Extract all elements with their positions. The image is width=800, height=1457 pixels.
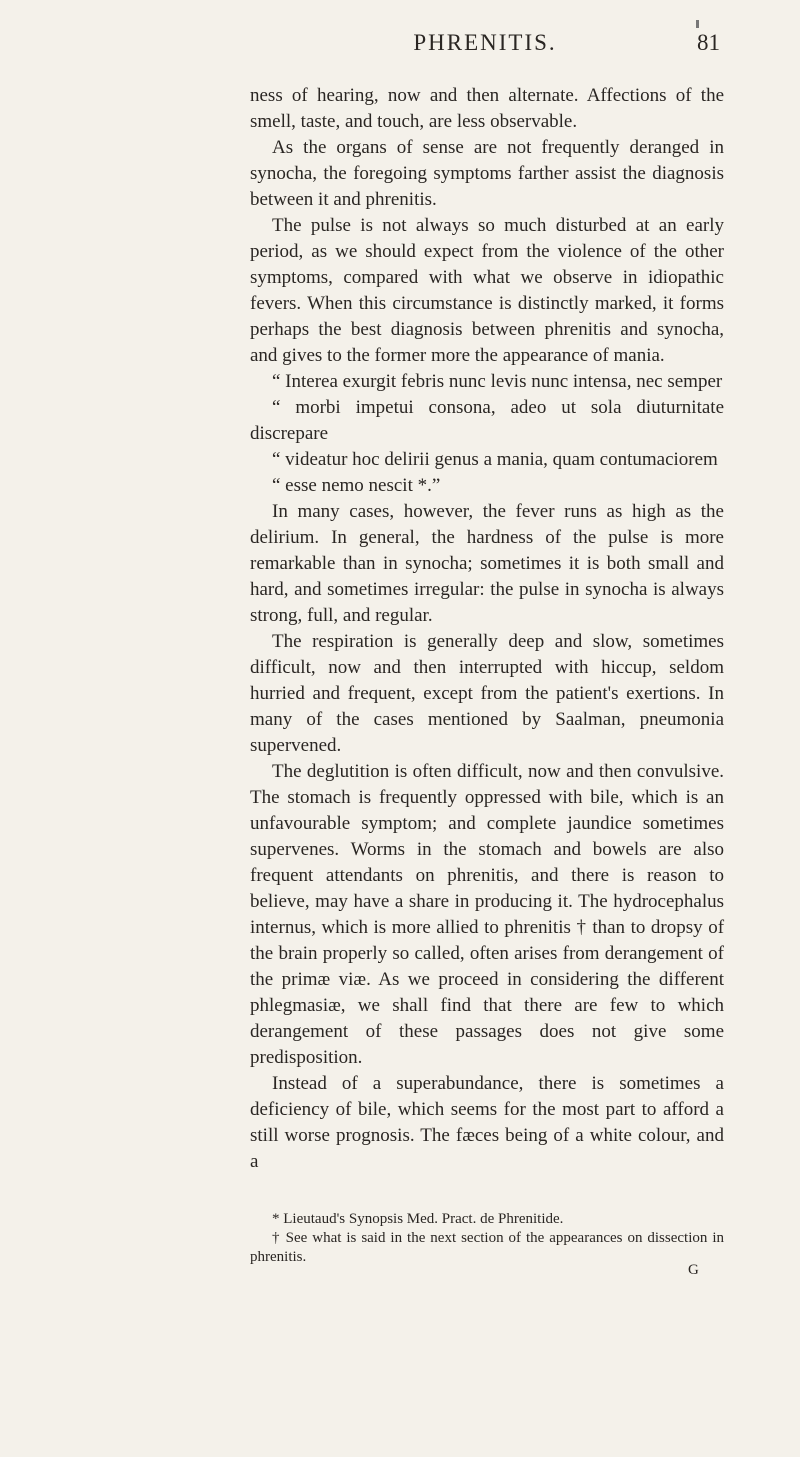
page-number: 81 bbox=[697, 30, 720, 55]
paragraph: The respiration is generally deep and slow, sometimes difficult, now and then interrupted with hiccup, seldom hurried and frequent, except from the patient's exertions. In many of the cases mentioned by Saalman, pneumonia supervened. bbox=[250, 631, 724, 756]
running-title: PHRENITIS. bbox=[413, 30, 557, 55]
paragraph-text: The deglutition is often difficult, now and then convulsive. The stomach is frequently oppressed with bile, which is an unfavourable symptom; and complete jaundice sometimes supervenes. Worms in the stomach and bowels are also frequent attendants on phrenitis, and there is reason to believe, may have a share in producing it. The hydrocephalus internus, which is more allied to phrenitis bbox=[250, 761, 724, 938]
paragraph: In many cases, however, the fever runs as high as the delirium. In general, the hardness of the pulse is more remarkable than in synocha; sometimes it is both small and hard, and sometimes irregular: the pulse in synocha is always strong, full, and regular. bbox=[250, 501, 724, 626]
page-header bbox=[250, 30, 720, 70]
footnote bbox=[250, 1210, 724, 1229]
paragraph: As the organs of sense are not frequently deranged in synocha, the foregoing symptoms farther assist the diagnosis between it and phrenitis. bbox=[250, 137, 724, 210]
paragraph-text: The pulse is not always so much disturbed at an early period, as we should expect from the violence of the other symptoms, compared with what we observe in idiopathic fevers. When this circumstance is distinctly marked, it forms perhaps the best diagnosis between phrenitis and synocha, and gives to the former more the appearance of mania. bbox=[250, 215, 724, 366]
latin-quote-line bbox=[250, 473, 724, 499]
quote-close: .” bbox=[427, 475, 441, 496]
latin-quote-line: “ videatur hoc delirii genus a mania, quam contumaciorem bbox=[272, 449, 718, 470]
footnote-ref-star: * bbox=[417, 475, 428, 496]
footnote-mark: † bbox=[272, 1230, 281, 1246]
latin-quote-line: “ morbi impetui consona, adeo ut sola diuturnitate discrepare bbox=[250, 397, 724, 444]
paragraph: ness of hearing, now and then alternate. Affections of the smell, taste, and touch, are less observable. bbox=[250, 85, 724, 132]
footnotes bbox=[250, 1210, 724, 1267]
signature-mark: G bbox=[688, 1262, 699, 1278]
body-text bbox=[250, 83, 724, 1175]
footnote bbox=[250, 1229, 724, 1267]
footnote-ref-dagger: † bbox=[576, 917, 587, 938]
footnote-text: See what is said in the next section of the appearances on dissection in phrenitis. bbox=[250, 1230, 724, 1265]
paragraph bbox=[250, 759, 724, 1071]
latin-quote-line: “ Interea exurgit febris nunc levis nunc intensa, nec semper bbox=[272, 371, 723, 392]
ink-mark bbox=[696, 20, 699, 28]
paragraph bbox=[250, 213, 724, 499]
paragraph: Instead of a superabundance, there is sometimes a deficiency of bile, which seems for the most part to afford a still worse prognosis. The fæces being of a white colour, and a bbox=[250, 1073, 724, 1172]
footnote-text: Lieutaud's Synopsis Med. Pract. de Phrenitide. bbox=[283, 1211, 564, 1227]
paragraph-text: than to dropsy of the brain properly so called, often arises from derangement of the primæ viæ. As we proceed in considering the different phlegmasiæ, we shall find that there are few to which derangement of these passages does not give some predisposition. bbox=[250, 917, 725, 1068]
footnote-mark: * bbox=[272, 1211, 280, 1227]
latin-quote-text: “ esse nemo nescit bbox=[272, 475, 413, 496]
